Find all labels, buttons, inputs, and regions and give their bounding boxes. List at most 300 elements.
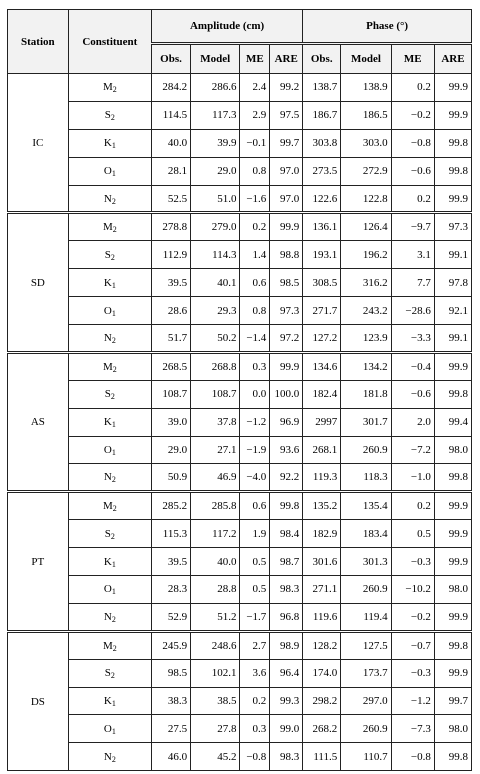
amp-obs-cell: 39.0: [152, 408, 191, 436]
amp-obs-cell: 29.0: [152, 436, 191, 464]
phase-me-cell: −28.6: [391, 297, 434, 325]
phase-obs-cell: 193.1: [303, 241, 341, 269]
constituent-cell: [68, 408, 151, 436]
amp-are-cell: 96.4: [270, 659, 303, 687]
phase-model-cell: 196.2: [341, 241, 391, 269]
phase-me-cell: −7.2: [391, 436, 434, 464]
amp-model-cell: 51.0: [191, 185, 240, 213]
amp-obs-cell: 245.9: [152, 631, 191, 659]
amp-obs-cell: 284.2: [152, 74, 191, 102]
phase-me-cell: −3.3: [391, 325, 434, 353]
phase-model-cell: 173.7: [341, 659, 391, 687]
amp-model-cell: 45.2: [191, 743, 240, 771]
phase-are-cell: 99.1: [434, 325, 471, 353]
amp-obs-cell: 51.7: [152, 325, 191, 353]
amp-me-cell: 0.3: [240, 352, 270, 380]
amp-me-cell: −0.8: [240, 743, 270, 771]
constituent-cell: [68, 520, 151, 548]
amp-me-cell: 2.7: [240, 631, 270, 659]
amp-me-cell: 0.6: [240, 269, 270, 297]
phase-model-cell: 297.0: [341, 687, 391, 715]
amp-obs-cell: 28.3: [152, 576, 191, 604]
phase-model-cell: 272.9: [341, 157, 391, 185]
constituent-cell: [68, 436, 151, 464]
constituent-letter: S: [104, 109, 111, 122]
amp-model-cell: 28.8: [191, 576, 240, 604]
phase-me-cell: −0.3: [391, 548, 434, 576]
constituent-subscript: 2: [111, 196, 116, 206]
phase-me-cell: 2.0: [391, 408, 434, 436]
phase-me-cell: −0.2: [391, 101, 434, 129]
table-row: [8, 631, 472, 659]
constituent-subscript: 2: [112, 364, 117, 374]
amp-model-cell: 285.8: [191, 492, 240, 520]
amp-are-cell: 92.2: [270, 464, 303, 492]
phase-obs-cell: 119.6: [303, 603, 341, 631]
table-row: [8, 157, 472, 185]
amp-model-cell: 248.6: [191, 631, 240, 659]
amp-are-cell: 100.0: [270, 380, 303, 408]
table-row: [8, 241, 472, 269]
amp-model-cell: 108.7: [191, 380, 240, 408]
constituent-letter: O: [103, 165, 112, 178]
amp-obs-cell: 115.3: [152, 520, 191, 548]
phase-model-cell: 123.9: [341, 325, 391, 353]
constituent-letter: N: [103, 750, 112, 763]
amp-me-cell: 0.3: [240, 715, 270, 743]
table-row: [8, 352, 472, 380]
amp-model-cell: 29.3: [191, 297, 240, 325]
amp-obs-cell: 39.5: [152, 269, 191, 297]
phase-obs-cell: 182.9: [303, 520, 341, 548]
constituent-subscript: 1: [111, 280, 116, 290]
constituent-subscript: 2: [110, 392, 115, 402]
phase-obs-header: Obs.: [303, 44, 341, 74]
amp-me-cell: 3.6: [240, 659, 270, 687]
phase-model-cell: 303.0: [341, 129, 391, 157]
phase-are-cell: 99.9: [434, 548, 471, 576]
phase-obs-cell: 268.1: [303, 436, 341, 464]
amp-model-cell: 40.0: [191, 548, 240, 576]
table-row: [8, 408, 472, 436]
phase-model-cell: 243.2: [341, 297, 391, 325]
amp-obs-cell: 39.5: [152, 548, 191, 576]
amp-me-cell: 2.4: [240, 74, 270, 102]
phase-model-cell: 110.7: [341, 743, 391, 771]
amp-me-cell: 0.8: [240, 297, 270, 325]
constituent-subscript: 2: [112, 85, 117, 95]
phase-me-cell: −7.3: [391, 715, 434, 743]
amp-obs-cell: 40.0: [152, 129, 191, 157]
constituent-subscript: 2: [111, 614, 116, 624]
constituent-subscript: 2: [112, 225, 117, 235]
phase-are-cell: 97.8: [434, 269, 471, 297]
phase-are-cell: 99.8: [434, 743, 471, 771]
amp-me-cell: −1.4: [240, 325, 270, 353]
phase-me-cell: 0.2: [391, 74, 434, 102]
table-header: [8, 10, 472, 74]
phase-model-cell: 260.9: [341, 715, 391, 743]
table-row: [8, 380, 472, 408]
amp-model-cell: 117.3: [191, 101, 240, 129]
constituent-cell: [68, 659, 151, 687]
constituent-subscript: 1: [111, 308, 116, 318]
phase-are-cell: 99.9: [434, 659, 471, 687]
phase-model-cell: 181.8: [341, 380, 391, 408]
phase-me-cell: 0.2: [391, 492, 434, 520]
phase-are-cell: 92.1: [434, 297, 471, 325]
phase-model-cell: 118.3: [341, 464, 391, 492]
table-row: [8, 74, 472, 102]
phase-me-cell: −0.7: [391, 631, 434, 659]
phase-obs-cell: 119.3: [303, 464, 341, 492]
amp-are-cell: 97.0: [270, 157, 303, 185]
constituent-letter: S: [104, 527, 111, 540]
amp-model-cell: 51.2: [191, 603, 240, 631]
amp-obs-cell: 50.9: [152, 464, 191, 492]
constituent-subscript: 1: [111, 448, 116, 458]
constituent-cell: [68, 380, 151, 408]
amplitude-group-header: Amplitude (cm): [152, 10, 303, 44]
constituent-letter: N: [103, 471, 112, 484]
table-row: [8, 464, 472, 492]
phase-are-header: ARE: [434, 44, 471, 74]
phase-group-header: Phase (°): [303, 10, 472, 44]
constituent-cell: [68, 74, 151, 102]
amp-me-cell: 0.2: [240, 213, 270, 241]
constituent-letter: K: [103, 276, 112, 289]
amp-are-cell: 99.2: [270, 74, 303, 102]
constituent-cell: [68, 101, 151, 129]
constituent-subscript: 1: [111, 587, 116, 597]
table-row: [8, 213, 472, 241]
phase-model-cell: 316.2: [341, 269, 391, 297]
phase-are-cell: 99.8: [434, 631, 471, 659]
amp-me-cell: −1.7: [240, 603, 270, 631]
amp-me-header: ME: [240, 44, 270, 74]
amp-model-cell: 117.2: [191, 520, 240, 548]
amp-model-cell: 27.1: [191, 436, 240, 464]
table-row: [8, 576, 472, 604]
phase-obs-cell: 122.6: [303, 185, 341, 213]
amp-model-cell: 27.8: [191, 715, 240, 743]
constituent-letter: S: [104, 388, 111, 401]
amp-me-cell: −4.0: [240, 464, 270, 492]
amp-obs-cell: 268.5: [152, 352, 191, 380]
amp-obs-cell: 28.1: [152, 157, 191, 185]
amp-me-cell: −0.1: [240, 129, 270, 157]
phase-are-cell: 99.9: [434, 101, 471, 129]
amp-me-cell: −1.9: [240, 436, 270, 464]
phase-obs-cell: 186.7: [303, 101, 341, 129]
station-name: SD: [8, 213, 69, 352]
amp-me-cell: 2.9: [240, 101, 270, 129]
amp-are-cell: 97.2: [270, 325, 303, 353]
constituent-letter: N: [103, 192, 112, 205]
phase-are-cell: 99.7: [434, 687, 471, 715]
amp-obs-cell: 108.7: [152, 380, 191, 408]
amp-are-cell: 97.0: [270, 185, 303, 213]
constituent-cell: [68, 297, 151, 325]
phase-are-cell: 99.1: [434, 241, 471, 269]
amp-me-cell: 1.4: [240, 241, 270, 269]
table-row: [8, 185, 472, 213]
phase-are-cell: 99.9: [434, 185, 471, 213]
station-name: PT: [8, 492, 69, 631]
table-row: [8, 101, 472, 129]
constituent-letter: K: [103, 555, 112, 568]
phase-me-cell: −1.2: [391, 687, 434, 715]
constituent-cell: [68, 492, 151, 520]
amp-model-header: Model: [191, 44, 240, 74]
amp-model-cell: 37.8: [191, 408, 240, 436]
phase-model-cell: 301.7: [341, 408, 391, 436]
constituent-letter: S: [104, 667, 111, 680]
phase-model-cell: 135.4: [341, 492, 391, 520]
constituent-cell: [68, 325, 151, 353]
phase-obs-cell: 174.0: [303, 659, 341, 687]
constituent-subscript: 1: [111, 726, 116, 736]
phase-are-cell: 99.4: [434, 408, 471, 436]
phase-obs-cell: 271.1: [303, 576, 341, 604]
phase-model-header: Model: [341, 44, 391, 74]
phase-are-cell: 99.8: [434, 464, 471, 492]
amp-obs-cell: 285.2: [152, 492, 191, 520]
table-row: [8, 659, 472, 687]
constituent-letter: O: [103, 583, 112, 596]
phase-are-cell: 99.9: [434, 74, 471, 102]
constituent-cell: [68, 548, 151, 576]
constituent-cell: [68, 743, 151, 771]
constituent-letter: M: [102, 81, 113, 94]
constituent-letter: M: [102, 500, 113, 513]
amp-obs-cell: 278.8: [152, 213, 191, 241]
constituent-letter: N: [103, 331, 112, 344]
amp-are-cell: 98.9: [270, 631, 303, 659]
constituent-cell: [68, 157, 151, 185]
amp-obs-cell: 52.9: [152, 603, 191, 631]
phase-me-cell: 7.7: [391, 269, 434, 297]
constituent-subscript: 2: [110, 252, 115, 262]
phase-model-cell: 126.4: [341, 213, 391, 241]
amp-are-cell: 99.9: [270, 213, 303, 241]
phase-model-cell: 134.2: [341, 352, 391, 380]
amp-model-cell: 102.1: [191, 659, 240, 687]
phase-model-cell: 127.5: [341, 631, 391, 659]
constituent-cell: [68, 715, 151, 743]
phase-obs-cell: 136.1: [303, 213, 341, 241]
constituent-subscript: 1: [111, 169, 116, 179]
amp-are-cell: 99.3: [270, 687, 303, 715]
phase-me-cell: −10.2: [391, 576, 434, 604]
constituent-letter: K: [103, 416, 112, 429]
constituent-cell: [68, 464, 151, 492]
amp-are-cell: 97.3: [270, 297, 303, 325]
amp-me-cell: 1.9: [240, 520, 270, 548]
phase-obs-cell: 128.2: [303, 631, 341, 659]
amp-me-cell: 0.8: [240, 157, 270, 185]
constituent-letter: N: [103, 610, 112, 623]
phase-me-cell: −9.7: [391, 213, 434, 241]
table-row: [8, 269, 472, 297]
phase-obs-cell: 2997: [303, 408, 341, 436]
phase-are-cell: 98.0: [434, 436, 471, 464]
amp-are-header: ARE: [270, 44, 303, 74]
phase-me-cell: −1.0: [391, 464, 434, 492]
constituent-letter: M: [102, 221, 113, 234]
amp-model-cell: 40.1: [191, 269, 240, 297]
amp-model-cell: 29.0: [191, 157, 240, 185]
constituent-letter: O: [103, 444, 112, 457]
constituent-subscript: 2: [110, 531, 115, 541]
station-name: AS: [8, 352, 69, 491]
amp-me-cell: 0.5: [240, 576, 270, 604]
phase-model-cell: 260.9: [341, 576, 391, 604]
phase-me-cell: −0.8: [391, 129, 434, 157]
table-row: [8, 492, 472, 520]
amp-model-cell: 46.9: [191, 464, 240, 492]
phase-me-cell: −0.2: [391, 603, 434, 631]
phase-obs-cell: 111.5: [303, 743, 341, 771]
constituent-letter: K: [103, 137, 112, 150]
constituent-cell: [68, 241, 151, 269]
amp-obs-cell: 114.5: [152, 101, 191, 129]
constituent-subscript: 2: [111, 754, 116, 764]
amp-are-cell: 98.5: [270, 269, 303, 297]
constituent-letter: O: [103, 304, 112, 317]
constituent-subscript: 2: [110, 671, 115, 681]
constituent-cell: [68, 185, 151, 213]
phase-me-cell: −0.3: [391, 659, 434, 687]
phase-are-cell: 99.8: [434, 157, 471, 185]
phase-obs-cell: 268.2: [303, 715, 341, 743]
table-row: [8, 687, 472, 715]
phase-model-cell: 260.9: [341, 436, 391, 464]
table-row: [8, 325, 472, 353]
constituent-subscript: 1: [111, 699, 116, 709]
constituent-cell: [68, 576, 151, 604]
phase-are-cell: 98.0: [434, 576, 471, 604]
phase-model-cell: 186.5: [341, 101, 391, 129]
amp-me-cell: 0.6: [240, 492, 270, 520]
constituent-letter: M: [102, 639, 113, 652]
constituent-cell: [68, 129, 151, 157]
phase-obs-cell: 271.7: [303, 297, 341, 325]
amp-obs-cell: 46.0: [152, 743, 191, 771]
amp-model-cell: 50.2: [191, 325, 240, 353]
tidal-comparison-table: [7, 9, 472, 771]
amp-are-cell: 98.7: [270, 548, 303, 576]
constituent-header: Constituent: [68, 10, 151, 74]
phase-model-cell: 183.4: [341, 520, 391, 548]
phase-me-header: ME: [391, 44, 434, 74]
phase-obs-cell: 301.6: [303, 548, 341, 576]
constituent-cell: [68, 352, 151, 380]
amp-model-cell: 286.6: [191, 74, 240, 102]
amp-me-cell: −1.6: [240, 185, 270, 213]
table-row: [8, 548, 472, 576]
station-header: Station: [8, 10, 69, 74]
constituent-cell: [68, 687, 151, 715]
table-row: [8, 129, 472, 157]
constituent-letter: K: [103, 695, 112, 708]
amp-are-cell: 99.8: [270, 492, 303, 520]
constituent-subscript: 2: [111, 475, 116, 485]
phase-obs-cell: 303.8: [303, 129, 341, 157]
constituent-subscript: 2: [112, 504, 117, 514]
amp-are-cell: 97.5: [270, 101, 303, 129]
table-body: [8, 74, 472, 771]
phase-model-cell: 138.9: [341, 74, 391, 102]
phase-me-cell: −0.4: [391, 352, 434, 380]
phase-are-cell: 99.9: [434, 520, 471, 548]
constituent-letter: O: [103, 722, 112, 735]
constituent-cell: [68, 603, 151, 631]
amp-are-cell: 98.8: [270, 241, 303, 269]
phase-obs-cell: 138.7: [303, 74, 341, 102]
amp-are-cell: 99.7: [270, 129, 303, 157]
amp-are-cell: 98.3: [270, 576, 303, 604]
amp-are-cell: 96.9: [270, 408, 303, 436]
amp-model-cell: 114.3: [191, 241, 240, 269]
phase-obs-cell: 134.6: [303, 352, 341, 380]
table-row: [8, 520, 472, 548]
phase-obs-cell: 273.5: [303, 157, 341, 185]
amp-are-cell: 98.4: [270, 520, 303, 548]
table-row: [8, 436, 472, 464]
amp-obs-header: Obs.: [152, 44, 191, 74]
constituent-subscript: 1: [111, 559, 116, 569]
constituent-cell: [68, 631, 151, 659]
amp-model-cell: 38.5: [191, 687, 240, 715]
amp-me-cell: −1.2: [240, 408, 270, 436]
phase-obs-cell: 135.2: [303, 492, 341, 520]
phase-are-cell: 99.9: [434, 603, 471, 631]
phase-model-cell: 122.8: [341, 185, 391, 213]
amp-model-cell: 39.9: [191, 129, 240, 157]
amp-are-cell: 93.6: [270, 436, 303, 464]
phase-model-cell: 119.4: [341, 603, 391, 631]
amp-obs-cell: 52.5: [152, 185, 191, 213]
phase-me-cell: −0.8: [391, 743, 434, 771]
constituent-subscript: 2: [110, 113, 115, 123]
constituent-subscript: 2: [112, 643, 117, 653]
amp-model-cell: 279.0: [191, 213, 240, 241]
amp-me-cell: 0.5: [240, 548, 270, 576]
table-row: [8, 297, 472, 325]
amp-are-cell: 99.9: [270, 352, 303, 380]
table-row: [8, 743, 472, 771]
constituent-letter: S: [104, 248, 111, 261]
phase-me-cell: −0.6: [391, 380, 434, 408]
amp-are-cell: 96.8: [270, 603, 303, 631]
phase-are-cell: 99.8: [434, 380, 471, 408]
phase-are-cell: 99.9: [434, 352, 471, 380]
station-name: IC: [8, 74, 69, 213]
constituent-subscript: 1: [111, 141, 116, 151]
station-name: DS: [8, 631, 69, 770]
amp-obs-cell: 98.5: [152, 659, 191, 687]
phase-obs-cell: 308.5: [303, 269, 341, 297]
table-row: [8, 603, 472, 631]
constituent-letter: M: [102, 360, 113, 373]
constituent-subscript: 1: [111, 420, 116, 430]
table-row: [8, 715, 472, 743]
phase-are-cell: 97.3: [434, 213, 471, 241]
amp-obs-cell: 112.9: [152, 241, 191, 269]
amp-me-cell: 0.2: [240, 687, 270, 715]
constituent-cell: [68, 213, 151, 241]
